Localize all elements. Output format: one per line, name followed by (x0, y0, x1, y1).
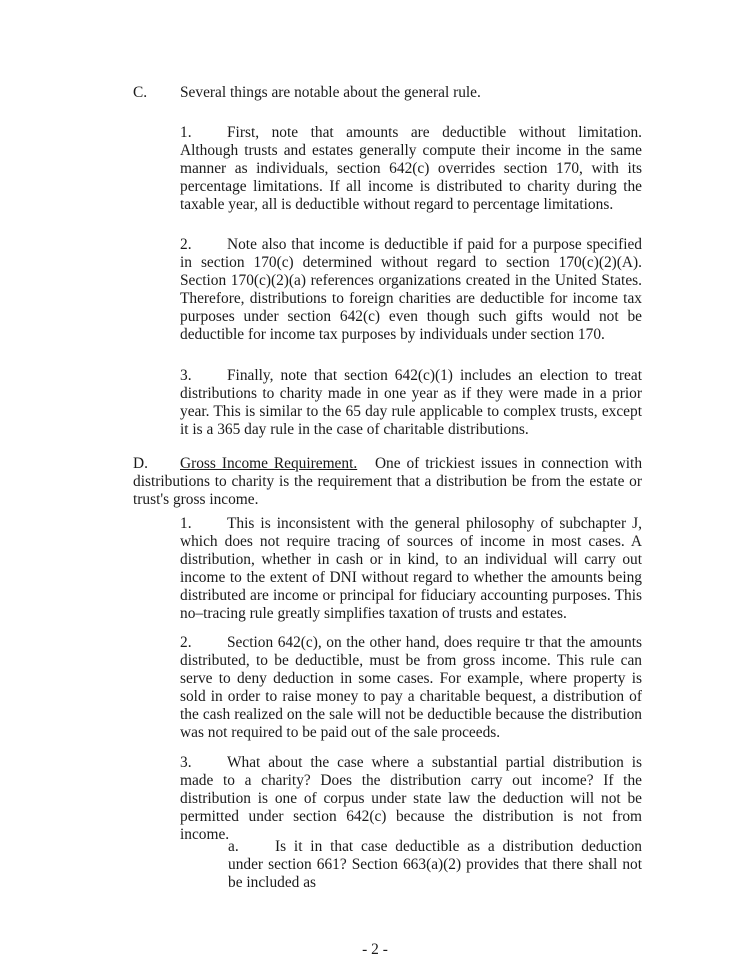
item-text: This is inconsistent with the general philosophy of subchapter J, which does not require tracing of sources of income in most cases. A distribution, whether in cash or in kind, to an individual will carry out income to the extent of DNI without regard to whether the amounts being distributed are income or principal for fiduciary accounting purposes. This no–tracing rule greatly simplifies taxation of trusts and estates. (180, 515, 642, 623)
item-text: Section 642(c), on the other hand, does require tr that the amounts distributed, to be deductible, must be from gross income. This rule can serve to deny deduction in some cases. For example, where property is sold in order to raise money to pay a charitable bequest, a distribution of the cash realized on the sale will not be deductible because the distribution was not required to be paid out of the sale proceeds. (180, 634, 642, 742)
section-d-subitem-a (228, 838, 642, 892)
section-c-label: C. (133, 84, 148, 101)
section-c-heading (133, 84, 642, 102)
section-d-heading: Gross Income Requirement. (180, 455, 358, 472)
section-d-item-3 (180, 754, 642, 844)
section-d-text: One of trickiest issues in connection with distributions to charity is the requirement that a distribution be from the estate or trust's gross income. (133, 455, 643, 509)
section-d-item-2 (180, 634, 642, 743)
item-text: Note also that income is deductible if paid for a purpose specified in section 170(c) determined without regard to section 170(c)(2)(A). Section 170(c)(2)(a) references organizations created in the United States. Therefore, distributions to foreign charities are deductible for income tax purposes under section 642(c) even though such gifts would not be deductible for income tax purposes by individuals under section 170. (180, 236, 642, 344)
section-c-text: Several things are notable about the general rule. (180, 84, 481, 101)
item-letter: a. (228, 838, 239, 855)
item-number: 3. (180, 754, 192, 771)
section-d-item-1 (180, 515, 642, 624)
item-text: What about the case where a substantial partial distribution is made to a charity? Does the distribution carry out income? If the distribution is one of corpus under state law the deduction will not be permitted under section 642(c) because the distribution is not from income. (180, 754, 642, 844)
section-d-paragraph (133, 455, 642, 509)
item-text: Finally, note that section 642(c)(1) includes an election to treat distributions to charity made in one year as if they were made in a prior year. This is similar to the 65 day rule applicable to complex trusts, except it is a 365 day rule in the case of charitable distributions. (180, 367, 642, 439)
section-c-item-2 (180, 236, 642, 345)
item-number: 3. (180, 367, 192, 384)
item-text: First, note that amounts are deductible without limitation. Although trusts and estates generally compute their income in the same manner as individuals, section 642(c) overrides section 170, with its percentage limitations. If all income is distributed to charity during the taxable year, all is deductible without regard to percentage limitations. (180, 124, 642, 214)
item-number: 2. (180, 634, 192, 651)
page-number: - 2 - (362, 941, 388, 958)
section-c-item-3 (180, 367, 642, 439)
section-c-item-1 (180, 124, 642, 214)
item-text: Is it in that case deductible as a distribution deduction under section 661? Section 663(a)(2) provides that there shall not be included as (228, 838, 642, 892)
section-d-label: D. (133, 455, 148, 472)
item-number: 1. (180, 515, 192, 532)
item-number: 1. (180, 124, 192, 141)
item-number: 2. (180, 236, 192, 253)
